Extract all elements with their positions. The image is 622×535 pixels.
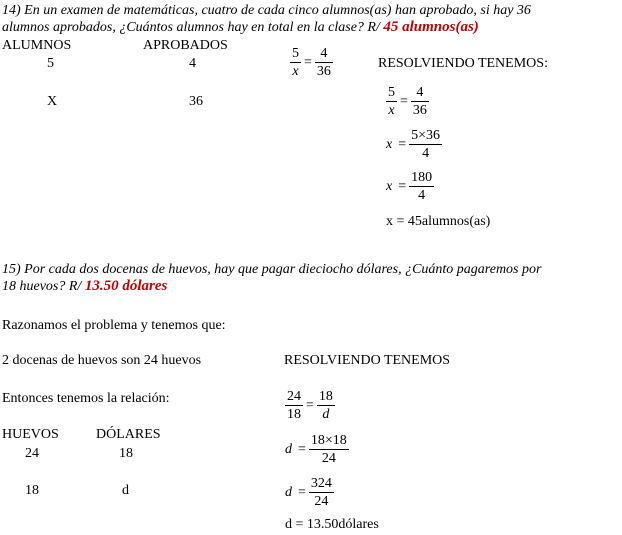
p15-step-2: d = $\frac{18\times 18}{24}$ <box>285 433 347 466</box>
p14-prop-num-right: 4 <box>315 45 333 63</box>
problem-14-line-2 <box>2 19 479 36</box>
p14-step2-var: x <box>386 136 393 152</box>
p15-step3-var: d <box>285 484 292 500</box>
problem-15-line-1: 15) Por cada dos docenas de huevos, hay que pagar dieciocho dólares, ¿Cuánto pagaremos por <box>2 262 542 277</box>
p15-step-4: d = 13.50dólares <box>285 517 379 532</box>
p15-step2-num: 18×18 <box>310 433 347 448</box>
problem-15-line-2 <box>2 278 167 295</box>
p14-step1-num-left: 5 <box>388 85 395 100</box>
p14-step1-den-right: 36 <box>412 103 427 118</box>
alumnos-row-2: X <box>47 94 58 109</box>
problem-14-line-1: 14) En un examen de matemáticas, cuatro de cada cinco alumnos(as) han aprobado, si hay 36 <box>2 3 531 18</box>
problem-15-answer: 13.50 dólares <box>84 278 168 294</box>
p14-step3-num: 180 <box>411 170 433 185</box>
huevos-row-2: 18 <box>25 483 39 498</box>
p15-step-3: d = $\frac{324}{24}$ <box>285 476 332 509</box>
p14-prop-den-right: 36 <box>316 64 331 79</box>
p15-step1-den-left: 18 <box>287 407 301 422</box>
col-dolares-header: DÓLARES <box>96 427 161 442</box>
p15-step1-num-left: 24 <box>287 389 301 404</box>
docenas-text: 2 docenas de huevos son 24 huevos <box>2 353 202 368</box>
p14-step-1: $\frac{5}{x}$ = $\frac{4}{36}$ <box>388 85 427 118</box>
p14-step2-num: 5×36 <box>411 128 441 143</box>
p15-step2-var: d <box>285 441 292 457</box>
alumnos-row-1: 5 <box>47 56 54 71</box>
p15-step-1: $\frac{24}{18}$ = $\frac{18}{d}$ <box>287 389 333 422</box>
dolares-row-1: 18 <box>119 446 133 461</box>
aprobados-row-1: 4 <box>189 56 196 71</box>
problem-15-line-2-text: 18 huevos? R/ <box>2 279 85 294</box>
p15-step1-num-right: 18 <box>318 389 333 404</box>
col-aprobados-header: APROBADOS <box>143 38 228 53</box>
p14-step1-den-left: x <box>388 103 395 118</box>
aprobados-row-2: 36 <box>189 94 203 109</box>
p14-step3-den: 4 <box>418 188 426 203</box>
p15-step2-den: 24 <box>321 451 336 466</box>
problem-14-answer: 45 alumnos(as) <box>383 19 479 35</box>
p15-step1-den-right: d <box>322 407 330 422</box>
p14-proportion: $\frac{5}{x}$ = $\frac{4}{36}$ <box>292 46 331 79</box>
p14-step-4: x = 45alumnos(as) <box>386 214 491 229</box>
p14-prop-num-left: 5 <box>292 46 299 61</box>
p15-step3-den: 24 <box>314 494 329 509</box>
p15-resolviendo-heading: RESOLVIENDO TENEMOS <box>284 353 451 368</box>
p14-step-3: x = $\frac{180}{4}$ <box>386 170 433 203</box>
p15-step3-num: 324 <box>310 476 332 491</box>
huevos-row-1: 24 <box>25 446 39 461</box>
p14-step1-num-right: 4 <box>411 84 429 102</box>
razonamos-text: Razonamos el problema y tenemos que: <box>2 318 226 333</box>
relacion-text: Entonces tenemos la relación: <box>2 391 170 406</box>
p14-resolviendo-heading: RESOLVIENDO TENEMOS: <box>378 56 548 71</box>
p14-step3-var: x <box>386 178 393 194</box>
p14-step-2: x = $\frac{5\times 36}{4}$ <box>386 128 441 161</box>
col-alumnos-header: ALUMNOS <box>2 38 72 53</box>
problem-14-line-2-text: alumnos aprobados, ¿Cuántos alumnos hay en total en la clase? R/ <box>2 20 384 35</box>
dolares-row-2: d <box>122 483 129 498</box>
p14-step2-den: 4 <box>422 146 430 161</box>
p14-prop-den-left: x <box>292 64 299 79</box>
col-huevos-header: HUEVOS <box>2 427 59 442</box>
